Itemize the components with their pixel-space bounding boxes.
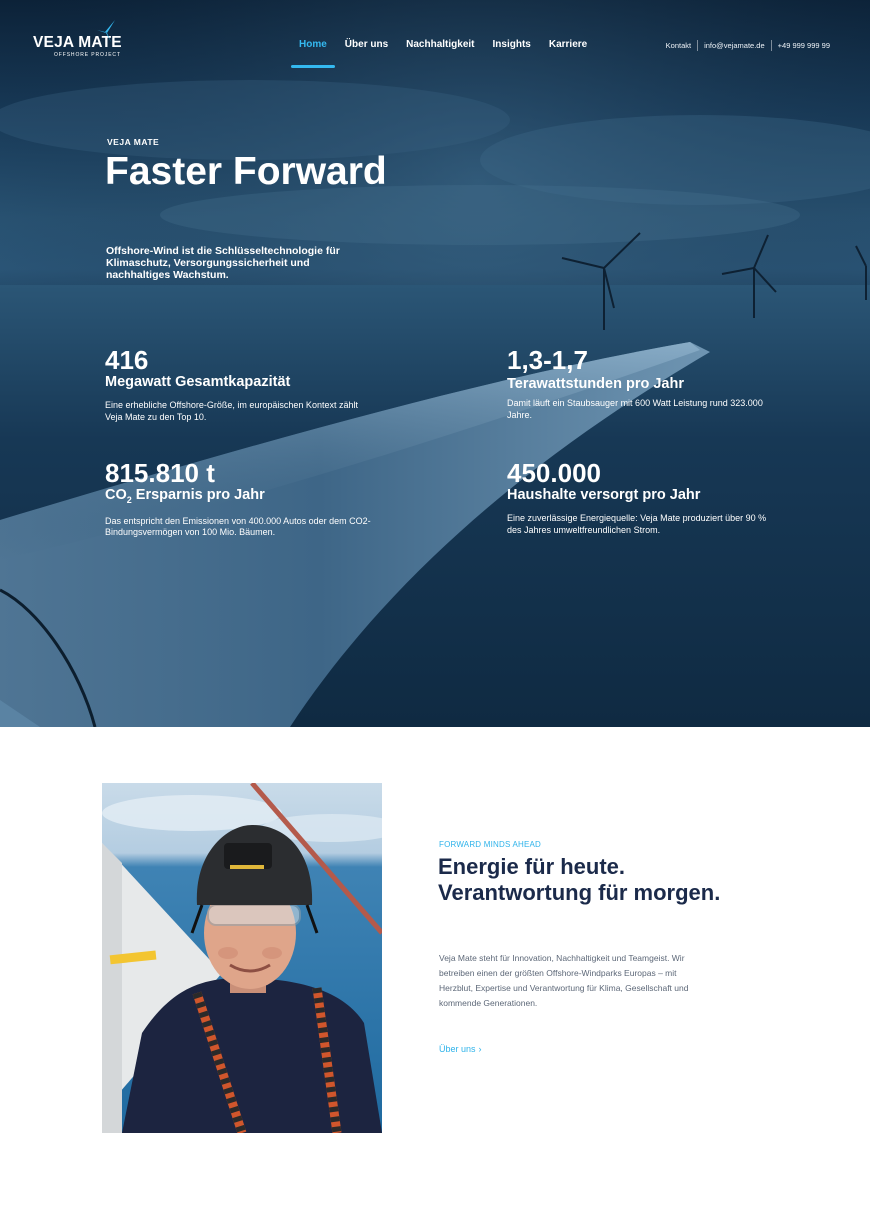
stat-label: Terawattstunden pro Jahr bbox=[507, 376, 684, 392]
brand-name: VEJA MATE bbox=[33, 34, 122, 51]
stat-label bbox=[105, 487, 385, 509]
stat-co2 bbox=[105, 459, 385, 539]
wind-turbine-icon bbox=[97, 18, 117, 42]
intro-section bbox=[0, 727, 870, 1207]
stat-label: Haushalte versorgt pro Jahr bbox=[507, 487, 701, 503]
team-member-photo bbox=[102, 783, 382, 1133]
stat-capacity bbox=[105, 346, 385, 423]
nav-item-karriere[interactable]: Karriere bbox=[548, 39, 588, 50]
stat-label: Megawatt Gesamtkapazität bbox=[105, 374, 291, 390]
email-link[interactable]: info@vejamate.de bbox=[704, 41, 765, 50]
hero-eyebrow: VEJA MATE bbox=[107, 137, 160, 147]
stat-label-subscript: 2 bbox=[126, 494, 132, 505]
intro-title: Energie für heute. Verantwortung für morgen. bbox=[438, 854, 721, 905]
stat-value: 450.000 bbox=[507, 458, 601, 488]
stat-energy bbox=[507, 346, 787, 421]
intro-text: Veja Mate steht für Innovation, Nachhaltigkeit und Teamgeist. Wir betreiben einen der größten Offshore-Windparks Europas – mit Herzblut, Expertise und Verantwortung für Klima, Gesellschaft und kommende Generationen. bbox=[439, 953, 689, 1008]
intro-eyebrow: FORWARD MINDS AHEAD bbox=[439, 840, 542, 849]
ueber-uns-link[interactable] bbox=[439, 1044, 482, 1054]
hero-subtitle: Offshore-Wind ist die Schlüsseltechnologie für Klimaschutz, Versorgungssicherheit und nachhaltiges Wachstum. bbox=[106, 245, 340, 281]
stat-description: Das entspricht den Emissionen von 400.000 Autos oder dem CO2-Bindungsvermögen von 100 Mio. Bäumen. bbox=[105, 515, 371, 538]
phone-link[interactable]: +49 999 999 99 bbox=[777, 41, 830, 50]
nav-item-insights[interactable]: Insights bbox=[492, 39, 531, 50]
stat-description: Damit läuft ein Staubsauger mit 600 Watt Leistung rund 323.000 Jahre. bbox=[507, 398, 763, 420]
link-label: Über uns bbox=[439, 1044, 476, 1054]
stat-households bbox=[507, 459, 787, 536]
stat-value: 815.810 t bbox=[105, 458, 215, 488]
brand-tagline: OFFSHORE PROJECT bbox=[54, 52, 121, 58]
hero-title: Faster Forward bbox=[105, 150, 387, 193]
stat-value: 416 bbox=[105, 345, 149, 375]
nav-item-nachhaltigkeit[interactable]: Nachhaltigkeit bbox=[406, 39, 475, 50]
nav-item-ueber-uns[interactable]: Über uns bbox=[344, 39, 389, 50]
brand-logo[interactable] bbox=[33, 18, 133, 60]
stat-value: 1,3-1,7 bbox=[507, 345, 588, 375]
stat-label-rest: Ersparnis pro Jahr bbox=[131, 487, 265, 503]
worker-portrait-image bbox=[102, 783, 382, 1133]
chevron-right-icon: › bbox=[478, 1044, 482, 1054]
contact-link[interactable]: Kontakt bbox=[665, 41, 692, 50]
stat-label-co: CO bbox=[105, 487, 127, 503]
stat-description: Eine erhebliche Offshore-Größe, im europäischen Kontext zählt Veja Mate zu den Top 10. bbox=[105, 400, 358, 422]
stat-description: Eine zuverlässige Energiequelle: Veja Mate produziert über 90 % des Jahres umweltfreundlichen Strom. bbox=[507, 513, 767, 535]
contact-bar bbox=[666, 40, 830, 51]
divider bbox=[771, 40, 772, 51]
divider bbox=[697, 40, 698, 51]
nav-item-home[interactable]: Home bbox=[290, 38, 336, 68]
main-nav bbox=[290, 38, 596, 68]
